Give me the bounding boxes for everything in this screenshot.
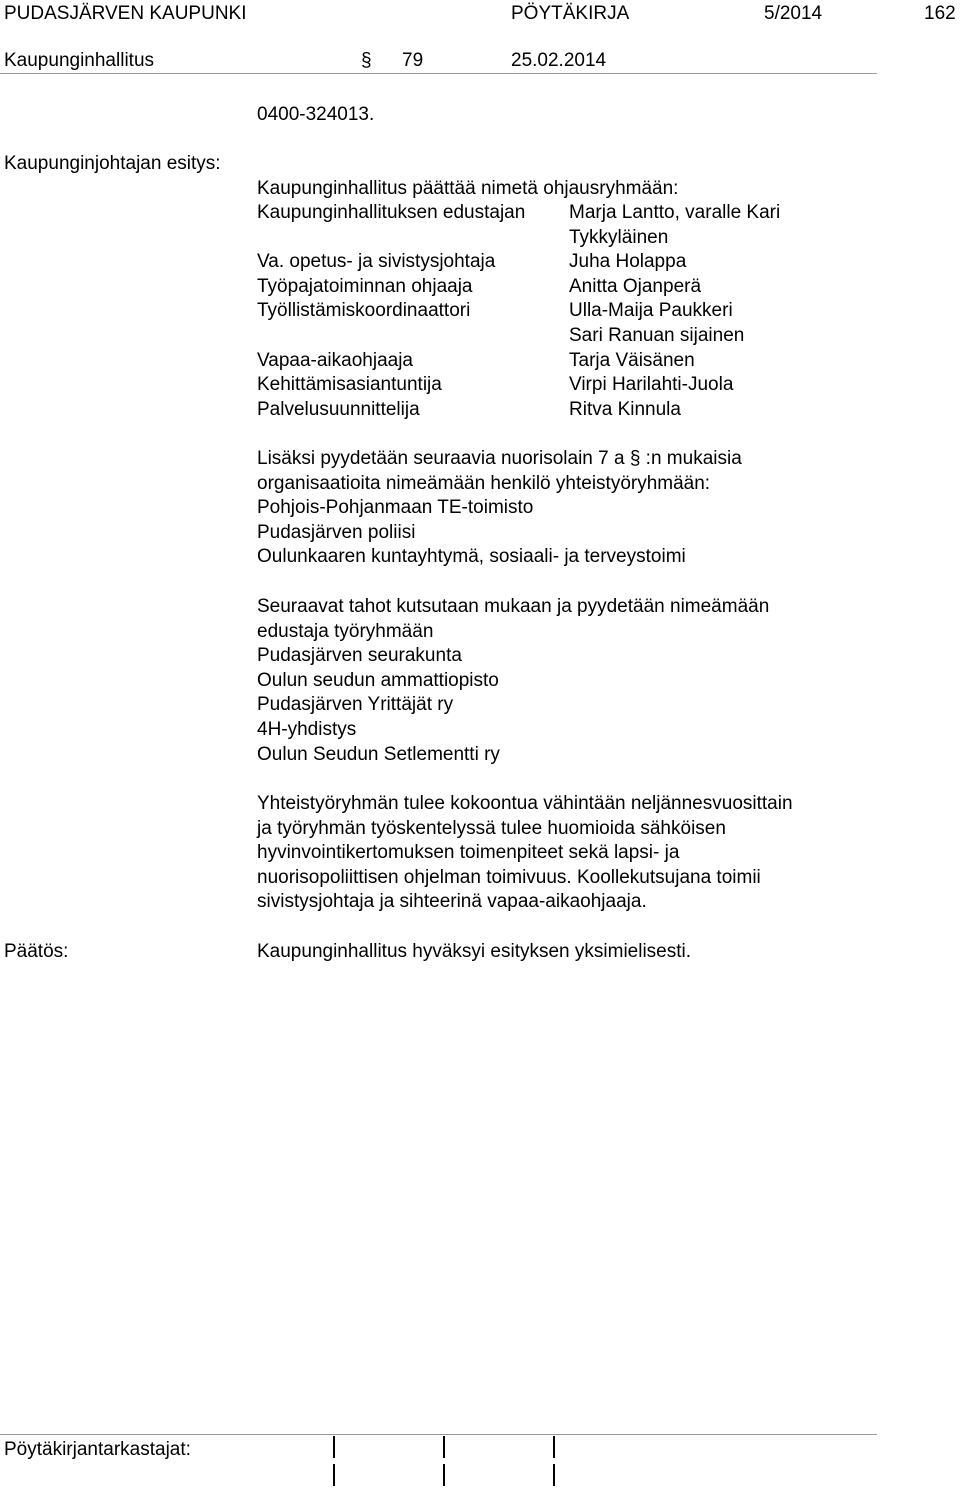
list-item: Pudasjärven seurakunta (257, 645, 462, 667)
list-item: Pudasjärven poliisi (257, 521, 416, 543)
paragraph-line: Seuraavat tahot kutsutaan mukaan ja pyydetään nimeämään (257, 596, 770, 617)
header-body: Kaupunginhallitus (4, 50, 155, 71)
header-date: 25.02.2014 (511, 50, 607, 71)
signature-line (553, 1436, 555, 1458)
footer-label: Pöytäkirjantarkastajat: (4, 1439, 191, 1460)
table-row (257, 373, 780, 398)
member-role: Työpajatoiminnan ohjaaja (257, 275, 473, 297)
member-name: Anitta Ojanperä (569, 275, 702, 297)
list-item: Pudasjärven Yrittäjät ry (257, 694, 454, 716)
member-role: Kaupunginhallituksen edustajan (257, 202, 526, 223)
paragraph-line: Yhteistyöryhmän tulee kokoontua vähintään neljännesvuosittain (257, 793, 793, 814)
table-row (257, 398, 780, 423)
member-role: Va. opetus- ja sivistysjohtaja (257, 251, 496, 273)
header-org: PUDASJÄRVEN KAUPUNKI (4, 3, 247, 24)
proposal-label: Kaupunginjohtajan esitys: (4, 153, 221, 174)
member-name: Marja Lantto, varalle Kari (569, 202, 781, 223)
table-row (257, 250, 780, 275)
member-name: Tykkyläinen (569, 226, 669, 248)
list-item: 4H-yhdistys (257, 718, 357, 740)
member-name: Juha Holappa (569, 251, 687, 273)
paragraph-line: Lisäksi pyydetään seuraavia nuorisolain 7 a § :n mukaisia (257, 448, 742, 469)
signature-line (333, 1464, 335, 1486)
list-item: Pohjois-Pohjanmaan TE-toimisto (257, 497, 534, 519)
member-name: Tarja Väisänen (569, 349, 695, 371)
table-row (257, 349, 780, 374)
decision-label: Päätös: (4, 941, 69, 962)
header-divider (0, 73, 877, 74)
member-name: Sari Ranuan sijainen (569, 324, 745, 346)
steering-group-table (257, 201, 780, 422)
table-row (257, 299, 780, 324)
paragraph-line: ja työryhmän työskentelyssä tulee huomioida sähköisen (257, 817, 726, 839)
paragraph-line: edustaja työryhmään (257, 620, 434, 642)
signature-line (333, 1436, 335, 1458)
header-page-number: 162 (924, 3, 956, 24)
member-role: Kehittämisasiantuntija (257, 374, 442, 396)
member-name: Ulla-Maija Paukkeri (569, 300, 733, 322)
phone-line: 0400-324013. (257, 104, 375, 125)
decision-text: Kaupunginhallitus hyväksyi esityksen yksimielisesti. (257, 941, 692, 962)
paragraph-cooperation (257, 792, 793, 915)
signature-line (443, 1464, 445, 1486)
member-role: Palvelusuunnittelija (257, 398, 420, 420)
signature-line (553, 1464, 555, 1486)
paragraph-line: hyvinvointikertomuksen toimenpiteet sekä lapsi- ja (257, 842, 680, 864)
paragraph-line: organisaatioita nimeämään henkilö yhteistyöryhmään: (257, 472, 711, 494)
paragraph-organisations (257, 447, 742, 570)
list-item: Oulun Seudun Setlementti ry (257, 743, 500, 765)
proposal-intro: Kaupunginhallitus päättää nimetä ohjausryhmään: (257, 178, 679, 199)
member-role: Työllistämiskoordinaattori (257, 300, 471, 322)
header-section: 79 (402, 50, 424, 71)
paragraph-line: nuorisopoliittisen ohjelman toimivuus. Koollekutsujana toimii (257, 866, 761, 888)
signature-line (443, 1436, 445, 1458)
table-row (257, 275, 780, 300)
member-role: Vapaa-aikaohjaaja (257, 349, 413, 371)
section-mark: § (361, 50, 372, 71)
table-row (257, 324, 780, 349)
list-item: Oulunkaaren kuntayhtymä, sosiaali- ja terveystoimi (257, 546, 686, 568)
list-item: Oulun seudun ammattiopisto (257, 669, 499, 691)
member-name: Virpi Harilahti-Juola (569, 374, 734, 396)
header-doc-type: PÖYTÄKIRJA (511, 3, 630, 24)
footer-divider (0, 1434, 877, 1435)
member-name: Ritva Kinnula (569, 398, 681, 420)
header-issue: 5/2014 (764, 3, 823, 24)
table-row (257, 226, 780, 251)
paragraph-line: sivistysjohtaja ja sihteerinä vapaa-aikaohjaaja. (257, 891, 647, 913)
paragraph-invited (257, 595, 769, 767)
table-row (257, 201, 780, 226)
